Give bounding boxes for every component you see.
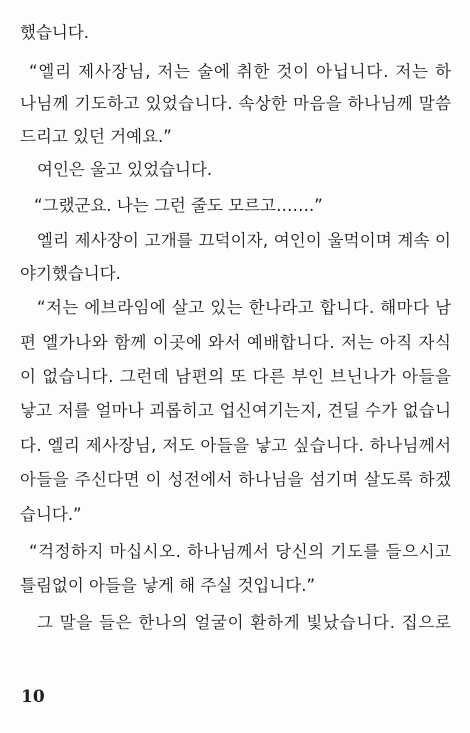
text-line — [0, 539, 470, 565]
text-line-content: “걱정하지 마십시오. 하나님께서 당신의 기도를 들으시고 — [29, 542, 452, 561]
text-line-content: 아들을 주신다면 이 성전에서 하나님을 섬기며 살도록 하겠 — [20, 470, 452, 489]
text-line-content: 이 없습니다. 그런데 남편의 또 다른 부인 브닌나가 아들을 — [20, 367, 452, 386]
text-line-content: 틀림없이 아들을 낳게 해 주실 것입니다.” — [20, 576, 316, 595]
text-line-content: 그 말을 들은 한나의 얼굴이 환하게 빛났습니다. 집으로 — [37, 613, 452, 632]
text-line — [0, 467, 470, 493]
text-line — [0, 124, 470, 150]
text-line — [0, 502, 470, 528]
text-line — [0, 295, 470, 321]
text-line — [0, 20, 470, 46]
text-line — [0, 157, 470, 183]
text-line — [0, 433, 470, 459]
text-line-content: 편 엘가나와 함께 이곳에 와서 예배합니다. 저는 아직 자식 — [20, 333, 452, 352]
text-line-content: 낳고 저를 얼마나 괴롭히고 업신여기는지, 견딜 수가 없습니 — [20, 401, 452, 420]
text-line — [0, 330, 470, 356]
text-line-content: 다. 엘리 제사장님, 저도 아들을 낳고 싶습니다. 하나님께서 — [20, 436, 452, 455]
text-line-content: 엘리 제사장이 고개를 끄덕이자, 여인이 울먹이며 계속 이 — [37, 231, 452, 250]
text-line — [0, 91, 470, 117]
text-line-content: “그랬군요. 나는 그런 줄도 모르고…….” — [34, 196, 323, 215]
text-line — [0, 59, 470, 85]
text-line-content: 습니다.” — [20, 505, 82, 524]
page-number: 10 — [21, 687, 45, 707]
text-line — [0, 398, 470, 424]
text-line-content: “저는 에브라임에 살고 있는 한나라고 합니다. 해마다 남 — [37, 298, 452, 317]
text-line-content: 야기했습니다. — [20, 264, 121, 283]
text-line-content: “엘리 제사장님, 저는 술에 취한 것이 아닙니다. 저는 하 — [29, 62, 452, 81]
text-line — [0, 364, 470, 390]
text-line — [0, 610, 470, 636]
text-line-content: 했습니다. — [20, 23, 90, 42]
text-line — [0, 261, 470, 287]
text-line-content: 나님께 기도하고 있었습니다. 속상한 마음을 하나님께 말씀 — [20, 94, 452, 113]
text-line-content: 드리고 있던 거예요.” — [20, 127, 172, 146]
text-line — [0, 193, 470, 219]
text-line-content: 여인은 울고 있었습니다. — [37, 160, 213, 179]
text-line — [0, 573, 470, 599]
text-line — [0, 228, 470, 254]
